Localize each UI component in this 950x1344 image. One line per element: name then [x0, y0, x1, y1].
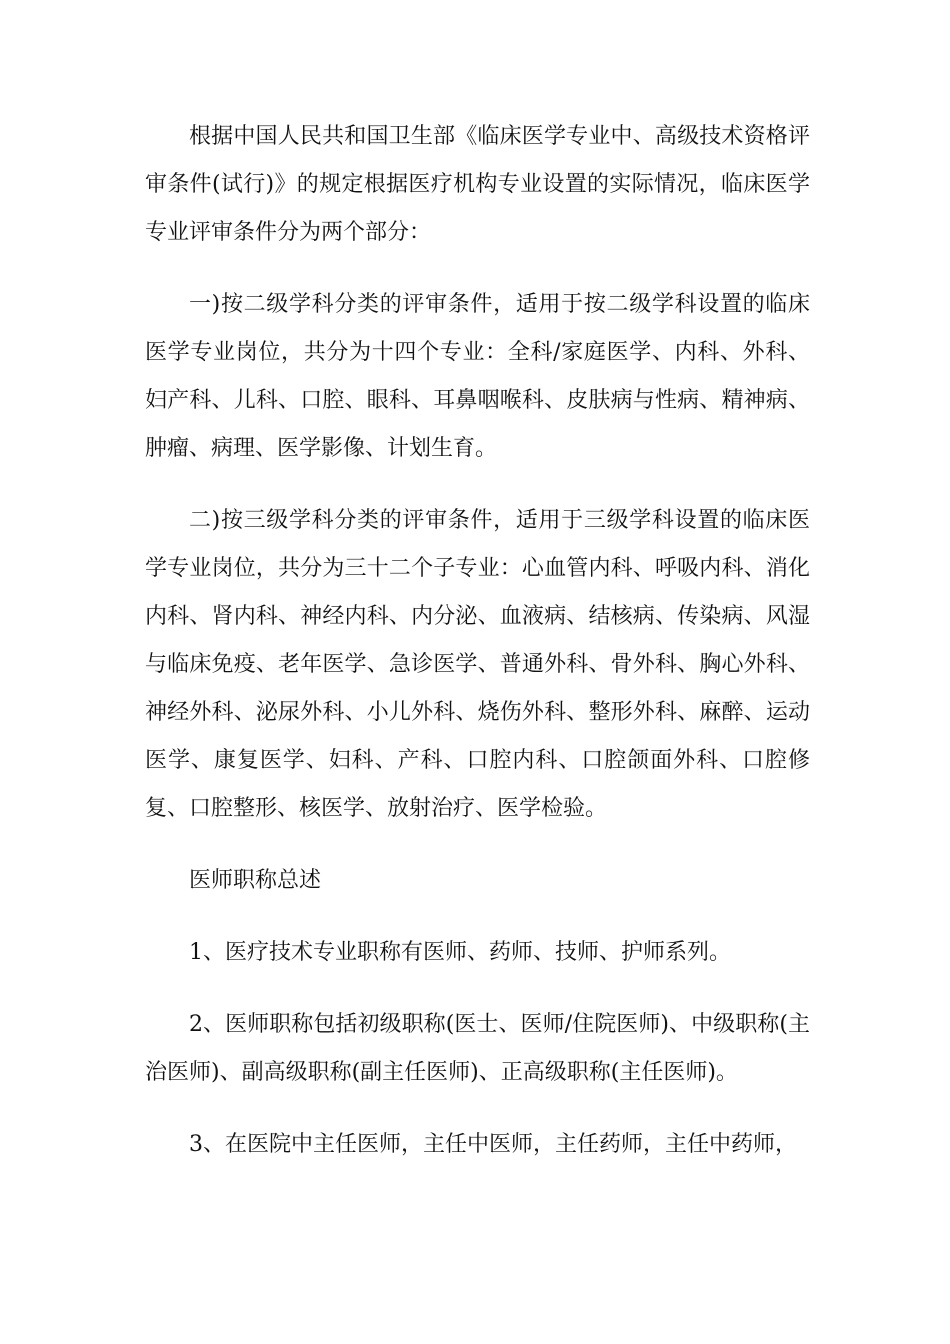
paragraph-gap	[145, 977, 810, 1001]
paragraph-gap	[145, 473, 810, 497]
paragraph-tertiary-disciplines: 二)按三级学科分类的评审条件，适用于三级学科设置的临床医学专业岗位，共分为三十二个子专业：心血管内科、呼吸内科、消化内科、肾内科、神经内科、内分泌、血液病、结核病、传染病、风湿与临床免疫、老年医学、急诊医学、普通外科、骨外科、胸心外科、神经外科、泌尿外科、小儿外科、烧伤外科、整形外科、麻醉、运动医学、康复医学、妇科、产科、口腔内科、口腔颌面外科、口腔修复、口腔整形、核医学、放射治疗、医学检验。	[145, 508, 810, 821]
document-body	[145, 113, 810, 1169]
list-item-1: 1、医疗技术专业职称有医师、药师、技师、护师系列。	[189, 940, 731, 965]
paragraph-gap	[145, 257, 810, 281]
paragraph-gap	[145, 905, 810, 929]
list-item-3: 3、在医院中主任医师，主任中医师，主任药师，主任中药师，	[189, 1132, 797, 1157]
list-item-2: 2、医师职称包括初级职称(医士、医师/住院医师)、中级职称(主治医师)、副高级职称(副主任医师)、正高级职称(主任医师)。	[145, 1012, 810, 1085]
paragraph-intro: 根据中国人民共和国卫生部《临床医学专业中、高级技术资格评审条件(试行)》的规定根据医疗机构专业设置的实际情况，临床医学专业评审条件分为两个部分：	[145, 124, 810, 245]
paragraph-secondary-disciplines: 一)按二级学科分类的评审条件，适用于按二级学科设置的临床医学专业岗位，共分为十四个专业：全科/家庭医学、内科、外科、妇产科、儿科、口腔、眼科、耳鼻咽喉科、皮肤病与性病、精神病、肿瘤、病理、医学影像、计划生育。	[145, 292, 810, 461]
paragraph-gap	[145, 1097, 810, 1121]
section-heading: 医师职称总述	[189, 868, 322, 893]
paragraph-gap	[145, 833, 810, 857]
